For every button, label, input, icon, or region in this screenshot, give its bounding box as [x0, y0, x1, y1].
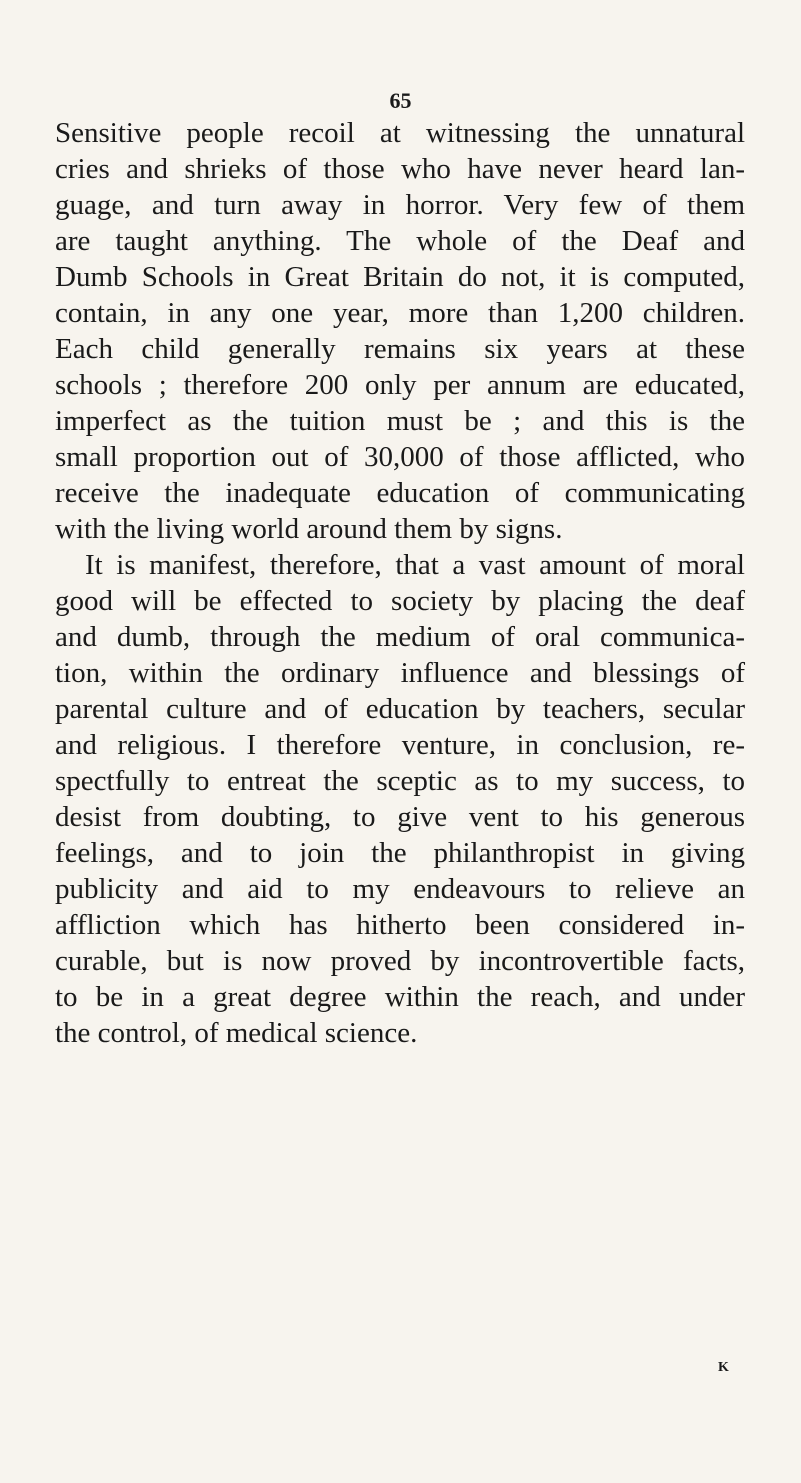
text-line: affliction which has hitherto been considered in-: [55, 909, 745, 941]
text-line: It is manifest, therefore, that a vast amount of moral: [85, 549, 745, 581]
text-line: Dumb Schools in Great Britain do not, it is computed,: [55, 261, 745, 293]
text-line: curable, but is now proved by incontrovertible facts,: [55, 945, 745, 977]
text-line: Sensitive people recoil at witnessing the unnatural: [55, 117, 745, 149]
text-line: with the living world around them by signs.: [55, 513, 563, 545]
text-line: and religious. I therefore venture, in conclusion, re-: [55, 729, 745, 761]
text-line: cries and shrieks of those who have never heard lan-: [55, 153, 745, 185]
text-line: spectfully to entreat the sceptic as to my success, to: [55, 765, 745, 797]
text-line: tion, within the ordinary influence and blessings of: [55, 657, 745, 689]
text-line: schools ; therefore 200 only per annum are educated,: [55, 369, 745, 401]
text-line: publicity and aid to my endeavours to relieve an: [55, 873, 745, 905]
text-line: are taught anything. The whole of the Deaf and: [55, 225, 745, 257]
text-line: contain, in any one year, more than 1,200 children.: [55, 297, 745, 329]
text-line: parental culture and of education by teachers, secular: [55, 693, 745, 725]
text-line: feelings, and to join the philanthropist in giving: [55, 837, 745, 869]
text-line: receive the inadequate education of communicating: [55, 477, 745, 509]
text-line: desist from doubting, to give vent to his generous: [55, 801, 745, 833]
text-line: guage, and turn away in horror. Very few of them: [55, 189, 745, 221]
text-line: the control, of medical science.: [55, 1017, 418, 1049]
signature-mark: K: [718, 1360, 729, 1375]
text-line: to be in a great degree within the reach, and under: [55, 981, 745, 1013]
text-line: Each child generally remains six years at these: [55, 333, 745, 365]
text-line: imperfect as the tuition must be ; and this is the: [55, 405, 745, 437]
text-line: small proportion out of 30,000 of those afflicted, who: [55, 441, 745, 473]
text-line: and dumb, through the medium of oral communica-: [55, 621, 745, 653]
text-line: good will be effected to society by placing the deaf: [55, 585, 745, 617]
page-number: 65: [389, 88, 412, 113]
